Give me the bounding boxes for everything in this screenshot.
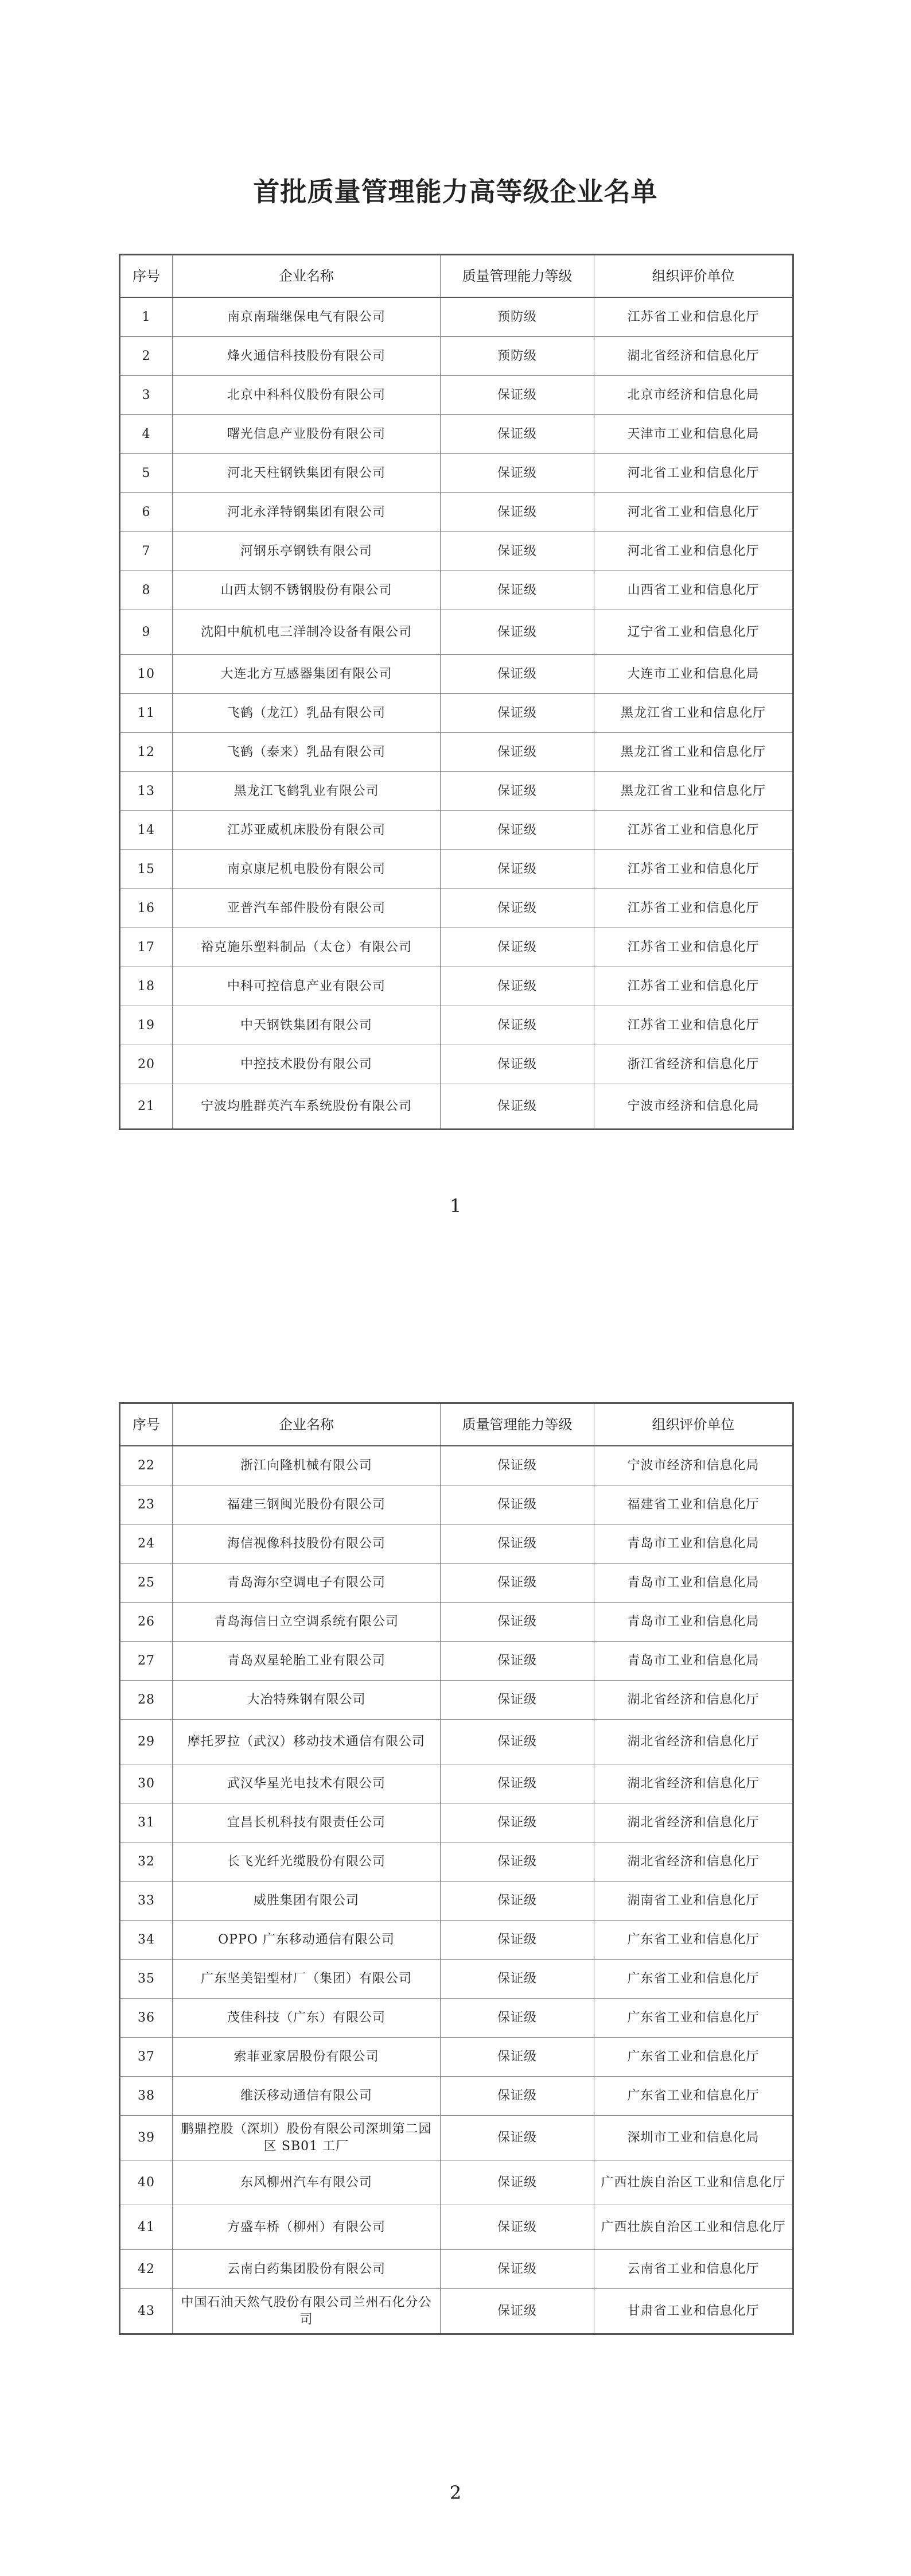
- cell-evaluation-unit: 云南省工业和信息化厅: [594, 2250, 793, 2289]
- cell-company-name: 烽火通信科技股份有限公司: [173, 337, 441, 376]
- cell-index: 38: [120, 2077, 173, 2116]
- cell-index: 31: [120, 1803, 173, 1842]
- cell-company-name: 青岛海信日立空调系统有限公司: [173, 1603, 441, 1642]
- cell-quality-level: 保证级: [441, 493, 594, 532]
- cell-quality-level: 保证级: [441, 2250, 594, 2289]
- cell-evaluation-unit: 湖北省经济和信息化厅: [594, 337, 793, 376]
- cell-company-name: 茂佳科技（广东）有限公司: [173, 1999, 441, 2038]
- table-row: [120, 2250, 793, 2289]
- cell-index: 35: [120, 1960, 173, 1999]
- cell-evaluation-unit: 青岛市工业和信息化局: [594, 1564, 793, 1603]
- cell-quality-level: 保证级: [441, 1960, 594, 1999]
- cell-company-name: 海信视像科技股份有限公司: [173, 1524, 441, 1564]
- cell-company-name: OPPO 广东移动通信有限公司: [173, 1921, 441, 1960]
- table-row: [120, 655, 793, 694]
- cell-evaluation-unit: 广西壮族自治区工业和信息化厅: [594, 2160, 793, 2205]
- cell-quality-level: 预防级: [441, 297, 594, 337]
- table-row: [120, 2160, 793, 2205]
- table-row: [120, 1603, 793, 1642]
- cell-index: 26: [120, 1603, 173, 1642]
- table-row: [120, 2205, 793, 2250]
- cell-index: 30: [120, 1764, 173, 1803]
- table-row: [120, 772, 793, 811]
- cell-index: 43: [120, 2289, 173, 2334]
- cell-index: 20: [120, 1045, 173, 1084]
- cell-company-name: 云南白药集团股份有限公司: [173, 2250, 441, 2289]
- table-row: [120, 1921, 793, 1960]
- cell-company-name: 浙江向隆机械有限公司: [173, 1446, 441, 1485]
- cell-evaluation-unit: 青岛市工业和信息化局: [594, 1603, 793, 1642]
- cell-evaluation-unit: 大连市工业和信息化局: [594, 655, 793, 694]
- cell-index: 28: [120, 1681, 173, 1720]
- cell-company-name: 亚普汽车部件股份有限公司: [173, 889, 441, 928]
- cell-evaluation-unit: 江苏省工业和信息化厅: [594, 297, 793, 337]
- cell-index: 22: [120, 1446, 173, 1485]
- cell-quality-level: 保证级: [441, 772, 594, 811]
- cell-index: 8: [120, 571, 173, 610]
- cell-quality-level: 保证级: [441, 1642, 594, 1681]
- cell-company-name: 索菲亚家居股份有限公司: [173, 2038, 441, 2077]
- cell-index: 36: [120, 1999, 173, 2038]
- cell-company-name: 黑龙江飞鹤乳业有限公司: [173, 772, 441, 811]
- table-row: [120, 337, 793, 376]
- header-quality-level: 质量管理能力等级: [441, 1403, 594, 1446]
- table-row: [120, 889, 793, 928]
- cell-company-name: 河钢乐亭钢铁有限公司: [173, 532, 441, 571]
- table-row: [120, 2038, 793, 2077]
- cell-evaluation-unit: 黑龙江省工业和信息化厅: [594, 694, 793, 733]
- table-row: [120, 694, 793, 733]
- table-row: [120, 967, 793, 1006]
- table-row: [120, 1045, 793, 1084]
- cell-index: 29: [120, 1720, 173, 1764]
- table-row: [120, 1485, 793, 1524]
- cell-index: 19: [120, 1006, 173, 1045]
- cell-evaluation-unit: 广东省工业和信息化厅: [594, 1999, 793, 2038]
- cell-index: 14: [120, 811, 173, 850]
- cell-index: 42: [120, 2250, 173, 2289]
- cell-quality-level: 保证级: [441, 532, 594, 571]
- header-company-name: 企业名称: [173, 1403, 441, 1446]
- cell-index: 41: [120, 2205, 173, 2250]
- cell-company-name: 中科可控信息产业有限公司: [173, 967, 441, 1006]
- cell-evaluation-unit: 辽宁省工业和信息化厅: [594, 610, 793, 655]
- cell-evaluation-unit: 山西省工业和信息化厅: [594, 571, 793, 610]
- cell-company-name: 大冶特殊钢有限公司: [173, 1681, 441, 1720]
- cell-evaluation-unit: 河北省工业和信息化厅: [594, 532, 793, 571]
- cell-index: 33: [120, 1881, 173, 1921]
- cell-index: 1: [120, 297, 173, 337]
- cell-evaluation-unit: 天津市工业和信息化局: [594, 415, 793, 454]
- cell-company-name: 江苏亚威机床股份有限公司: [173, 811, 441, 850]
- cell-index: 15: [120, 850, 173, 889]
- cell-quality-level: 保证级: [441, 1084, 594, 1130]
- cell-company-name: 裕克施乐塑料制品（太仓）有限公司: [173, 928, 441, 967]
- cell-evaluation-unit: 福建省工业和信息化厅: [594, 1485, 793, 1524]
- table-row: [120, 811, 793, 850]
- cell-quality-level: 保证级: [441, 1720, 594, 1764]
- cell-company-name: 中天钢铁集团有限公司: [173, 1006, 441, 1045]
- cell-company-name: 河北天柱钢铁集团有限公司: [173, 454, 441, 493]
- cell-quality-level: 保证级: [441, 454, 594, 493]
- cell-evaluation-unit: 江苏省工业和信息化厅: [594, 1006, 793, 1045]
- table-body: [120, 1446, 793, 2334]
- cell-evaluation-unit: 深圳市工业和信息化局: [594, 2116, 793, 2160]
- table-row: [120, 1564, 793, 1603]
- cell-index: 5: [120, 454, 173, 493]
- cell-company-name: 北京中科科仪股份有限公司: [173, 376, 441, 415]
- cell-index: 32: [120, 1842, 173, 1881]
- table-row: [120, 1084, 793, 1130]
- cell-company-name: 鹏鼎控股（深圳）股份有限公司深圳第二园区 SB01 工厂: [173, 2116, 441, 2160]
- cell-quality-level: 保证级: [441, 2077, 594, 2116]
- table-header-row: [120, 1403, 793, 1446]
- table-row: [120, 928, 793, 967]
- cell-quality-level: 预防级: [441, 337, 594, 376]
- table-row: [120, 571, 793, 610]
- table-row: [120, 454, 793, 493]
- header-index: 序号: [120, 255, 173, 298]
- cell-company-name: 青岛双星轮胎工业有限公司: [173, 1642, 441, 1681]
- cell-evaluation-unit: 湖北省经济和信息化厅: [594, 1803, 793, 1842]
- cell-evaluation-unit: 宁波市经济和信息化局: [594, 1446, 793, 1485]
- cell-quality-level: 保证级: [441, 1764, 594, 1803]
- cell-evaluation-unit: 浙江省经济和信息化厅: [594, 1045, 793, 1084]
- cell-index: 24: [120, 1524, 173, 1564]
- cell-company-name: 山西太钢不锈钢股份有限公司: [173, 571, 441, 610]
- table-row: [120, 297, 793, 337]
- table-row: [120, 1803, 793, 1842]
- cell-quality-level: 保证级: [441, 1842, 594, 1881]
- cell-company-name: 宜昌长机科技有限责任公司: [173, 1803, 441, 1842]
- cell-quality-level: 保证级: [441, 1999, 594, 2038]
- cell-evaluation-unit: 广东省工业和信息化厅: [594, 2077, 793, 2116]
- cell-quality-level: 保证级: [441, 1564, 594, 1603]
- table-row: [120, 1642, 793, 1681]
- cell-company-name: 南京康尼机电股份有限公司: [173, 850, 441, 889]
- cell-index: 16: [120, 889, 173, 928]
- cell-index: 10: [120, 655, 173, 694]
- cell-quality-level: 保证级: [441, 2116, 594, 2160]
- cell-quality-level: 保证级: [441, 889, 594, 928]
- table-row: [120, 1720, 793, 1764]
- table-body: [120, 297, 793, 1130]
- cell-company-name: 中控技术股份有限公司: [173, 1045, 441, 1084]
- cell-quality-level: 保证级: [441, 610, 594, 655]
- cell-index: 2: [120, 337, 173, 376]
- cell-evaluation-unit: 广东省工业和信息化厅: [594, 1960, 793, 1999]
- cell-index: 25: [120, 1564, 173, 1603]
- company-table-page-2: [119, 1402, 794, 2335]
- cell-company-name: 中国石油天然气股份有限公司兰州石化分公司: [173, 2289, 441, 2334]
- cell-quality-level: 保证级: [441, 2038, 594, 2077]
- cell-company-name: 南京南瑞继保电气有限公司: [173, 297, 441, 337]
- cell-company-name: 长飞光纤光缆股份有限公司: [173, 1842, 441, 1881]
- table-header-row: [120, 255, 793, 298]
- cell-evaluation-unit: 广西壮族自治区工业和信息化厅: [594, 2205, 793, 2250]
- cell-evaluation-unit: 广东省工业和信息化厅: [594, 1921, 793, 1960]
- table-row: [120, 493, 793, 532]
- cell-evaluation-unit: 江苏省工业和信息化厅: [594, 928, 793, 967]
- cell-evaluation-unit: 河北省工业和信息化厅: [594, 454, 793, 493]
- cell-quality-level: 保证级: [441, 1603, 594, 1642]
- page-number: 2: [449, 2482, 462, 2504]
- cell-index: 27: [120, 1642, 173, 1681]
- cell-quality-level: 保证级: [441, 1006, 594, 1045]
- cell-quality-level: 保证级: [441, 811, 594, 850]
- cell-index: 40: [120, 2160, 173, 2205]
- header-evaluation-unit: 组织评价单位: [594, 255, 793, 298]
- header-index: 序号: [120, 1403, 173, 1446]
- table-row: [120, 1842, 793, 1881]
- company-table-page-1: [119, 254, 794, 1130]
- cell-evaluation-unit: 河北省工业和信息化厅: [594, 493, 793, 532]
- cell-company-name: 曙光信息产业股份有限公司: [173, 415, 441, 454]
- cell-company-name: 宁波均胜群英汽车系统股份有限公司: [173, 1084, 441, 1130]
- cell-company-name: 武汉华星光电技术有限公司: [173, 1764, 441, 1803]
- cell-quality-level: 保证级: [441, 1446, 594, 1485]
- table-row: [120, 376, 793, 415]
- page-number: 1: [449, 1195, 462, 1217]
- cell-evaluation-unit: 湖北省经济和信息化厅: [594, 1764, 793, 1803]
- cell-evaluation-unit: 甘肃省工业和信息化厅: [594, 2289, 793, 2334]
- cell-quality-level: 保证级: [441, 655, 594, 694]
- cell-company-name: 东风柳州汽车有限公司: [173, 2160, 441, 2205]
- table-row: [120, 2289, 793, 2334]
- table-row: [120, 1764, 793, 1803]
- table-row: [120, 532, 793, 571]
- cell-quality-level: 保证级: [441, 1045, 594, 1084]
- cell-company-name: 河北永洋特钢集团有限公司: [173, 493, 441, 532]
- cell-company-name: 摩托罗拉（武汉）移动技术通信有限公司: [173, 1720, 441, 1764]
- cell-quality-level: 保证级: [441, 2160, 594, 2205]
- cell-index: 4: [120, 415, 173, 454]
- cell-index: 3: [120, 376, 173, 415]
- cell-evaluation-unit: 黑龙江省工业和信息化厅: [594, 733, 793, 772]
- cell-quality-level: 保证级: [441, 1921, 594, 1960]
- cell-quality-level: 保证级: [441, 415, 594, 454]
- cell-index: 17: [120, 928, 173, 967]
- table-row: [120, 1006, 793, 1045]
- cell-index: 37: [120, 2038, 173, 2077]
- table-row: [120, 1881, 793, 1921]
- cell-quality-level: 保证级: [441, 1524, 594, 1564]
- cell-quality-level: 保证级: [441, 694, 594, 733]
- cell-evaluation-unit: 宁波市经济和信息化局: [594, 1084, 793, 1130]
- cell-evaluation-unit: 青岛市工业和信息化局: [594, 1524, 793, 1564]
- cell-company-name: 方盛车桥（柳州）有限公司: [173, 2205, 441, 2250]
- cell-company-name: 飞鹤（泰来）乳品有限公司: [173, 733, 441, 772]
- cell-company-name: 威胜集团有限公司: [173, 1881, 441, 1921]
- table-row: [120, 415, 793, 454]
- cell-index: 6: [120, 493, 173, 532]
- cell-evaluation-unit: 江苏省工业和信息化厅: [594, 850, 793, 889]
- cell-evaluation-unit: 湖南省工业和信息化厅: [594, 1881, 793, 1921]
- cell-quality-level: 保证级: [441, 733, 594, 772]
- cell-index: 18: [120, 967, 173, 1006]
- cell-quality-level: 保证级: [441, 571, 594, 610]
- table-row: [120, 733, 793, 772]
- table-row: [120, 1999, 793, 2038]
- cell-evaluation-unit: 湖北省经济和信息化厅: [594, 1842, 793, 1881]
- cell-company-name: 沈阳中航机电三洋制冷设备有限公司: [173, 610, 441, 655]
- cell-quality-level: 保证级: [441, 928, 594, 967]
- table-row: [120, 610, 793, 655]
- cell-evaluation-unit: 湖北省经济和信息化厅: [594, 1681, 793, 1720]
- cell-evaluation-unit: 广东省工业和信息化厅: [594, 2038, 793, 2077]
- cell-quality-level: 保证级: [441, 1803, 594, 1842]
- cell-index: 12: [120, 733, 173, 772]
- cell-quality-level: 保证级: [441, 967, 594, 1006]
- cell-index: 7: [120, 532, 173, 571]
- cell-index: 21: [120, 1084, 173, 1130]
- table-row: [120, 1681, 793, 1720]
- cell-quality-level: 保证级: [441, 2289, 594, 2334]
- cell-quality-level: 保证级: [441, 2205, 594, 2250]
- cell-company-name: 福建三钢闽光股份有限公司: [173, 1485, 441, 1524]
- table-row: [120, 1960, 793, 1999]
- cell-company-name: 广东坚美铝型材厂（集团）有限公司: [173, 1960, 441, 1999]
- cell-index: 34: [120, 1921, 173, 1960]
- cell-company-name: 飞鹤（龙江）乳品有限公司: [173, 694, 441, 733]
- cell-company-name: 维沃移动通信有限公司: [173, 2077, 441, 2116]
- cell-quality-level: 保证级: [441, 376, 594, 415]
- table-row: [120, 1524, 793, 1564]
- cell-quality-level: 保证级: [441, 1681, 594, 1720]
- table-row: [120, 2077, 793, 2116]
- cell-evaluation-unit: 江苏省工业和信息化厅: [594, 889, 793, 928]
- header-evaluation-unit: 组织评价单位: [594, 1403, 793, 1446]
- cell-index: 11: [120, 694, 173, 733]
- cell-quality-level: 保证级: [441, 1485, 594, 1524]
- cell-company-name: 大连北方互感器集团有限公司: [173, 655, 441, 694]
- cell-index: 9: [120, 610, 173, 655]
- table-row: [120, 1446, 793, 1485]
- cell-evaluation-unit: 青岛市工业和信息化局: [594, 1642, 793, 1681]
- cell-index: 13: [120, 772, 173, 811]
- cell-evaluation-unit: 湖北省经济和信息化厅: [594, 1720, 793, 1764]
- cell-index: 39: [120, 2116, 173, 2160]
- document-title: 首批质量管理能力高等级企业名单: [253, 176, 658, 207]
- header-company-name: 企业名称: [173, 255, 441, 298]
- cell-evaluation-unit: 江苏省工业和信息化厅: [594, 967, 793, 1006]
- table-row: [120, 2116, 793, 2160]
- cell-quality-level: 保证级: [441, 850, 594, 889]
- cell-evaluation-unit: 江苏省工业和信息化厅: [594, 811, 793, 850]
- cell-index: 23: [120, 1485, 173, 1524]
- cell-evaluation-unit: 黑龙江省工业和信息化厅: [594, 772, 793, 811]
- cell-quality-level: 保证级: [441, 1881, 594, 1921]
- header-quality-level: 质量管理能力等级: [441, 255, 594, 298]
- cell-company-name: 青岛海尔空调电子有限公司: [173, 1564, 441, 1603]
- table-row: [120, 850, 793, 889]
- cell-evaluation-unit: 北京市经济和信息化局: [594, 376, 793, 415]
